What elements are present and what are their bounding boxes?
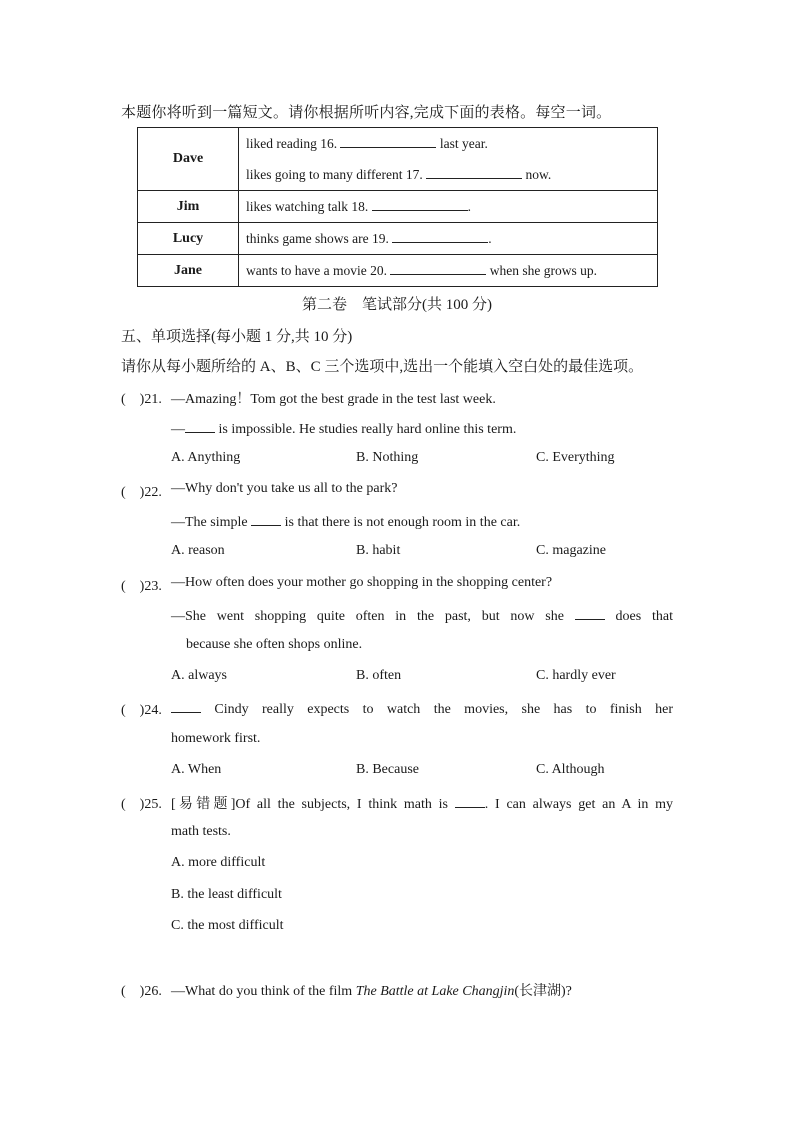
question-21-option-c: C. Everything [536,450,615,465]
question-25-stem: [易错题]Of all the subjects, I think math is . I can always get an A in my [171,793,673,813]
answer-blank-19[interactable] [392,229,488,243]
question-24-stem-continued: homework first. [171,731,261,746]
row-name-jane: Jane [138,255,239,287]
error-prone-tag: [易错题] [171,797,236,812]
section-five-instruction: 请你从每小题所给的 A、B、C 三个选项中,选出一个能填入空白处的最佳选项。 [121,359,644,375]
table-row [138,223,658,255]
question-24-stem: Cindy really expects to watch the movies, she has to finish her [171,699,673,718]
question-21-option-a: A. Anything [171,450,241,465]
row-name-lucy: Lucy [138,223,239,255]
row-name-jim: Jim [138,191,239,223]
answer-blank-18[interactable] [372,197,468,211]
question-23-option-c: C. hardly ever [536,668,616,683]
question-26-number: ( )26. [121,984,162,999]
question-24-option-c: C. Although [536,762,605,777]
question-23-option-b: B. often [356,668,402,683]
answer-blank-16[interactable] [340,134,436,148]
question-21-number: ( )21. [121,392,162,407]
answer-blank-25[interactable] [455,794,485,808]
row-content-jane: wants to have a movie 20. when she grows up. [239,255,658,287]
question-23-stem: —How often does your mother go shopping in the shopping center? [171,575,553,590]
row-content-lucy: thinks game shows are 19. . [239,223,658,255]
listening-instruction: 本题你将听到一篇短文。请你根据所听内容,完成下面的表格。每空一词。 [121,105,612,121]
row-line: liked reading 16. last year. [246,136,488,151]
question-22-response: —The simple is that there is not enough room in the car. [171,512,520,531]
question-22-stem: —Why don't you take us all to the park? [171,481,398,496]
question-23-option-a: A. always [171,668,227,683]
table-row [138,191,658,223]
question-23-number: ( )23. [121,579,162,594]
answer-blank-22[interactable] [251,512,281,526]
question-24-option-b: B. Because [356,762,419,777]
question-21-stem: —Amazing！Tom got the best grade in the test last week. [171,392,496,407]
listening-table [137,127,658,287]
question-21-option-b: B. Nothing [356,450,419,465]
question-25-option-a: A. more difficult [171,855,266,870]
film-title: The Battle at Lake Changjin [355,984,515,999]
row-content-jim: likes watching talk 18. . [239,191,658,223]
answer-blank-20[interactable] [390,261,486,275]
question-25-stem-continued: math tests. [171,824,231,839]
section-five-title: 五、单项选择(每小题 1 分,共 10 分) [121,329,353,345]
question-22-number: ( )22. [121,485,162,500]
question-23-response: —She went shopping quite often in the past, but now she does that [171,606,673,625]
row-name-dave: Dave [138,128,239,191]
question-26-stem: —What do you think of the film The Battle at Lake Changjin(长津湖)? [171,984,572,999]
answer-blank-24[interactable] [171,699,201,713]
row-line: likes going to many different 17. now. [246,167,552,182]
section-two-title: 第二卷 笔试部分(共 100 分) [302,297,492,313]
question-24-number: ( )24. [121,703,162,718]
question-22-option-a: A. reason [171,543,225,558]
question-25-option-c: C. the most difficult [171,918,284,933]
table-row [138,255,658,287]
answer-blank-17[interactable] [426,165,522,179]
question-21-response: — is impossible. He studies really hard online this term. [171,419,516,438]
answer-blank-23[interactable] [575,606,605,620]
row-content-dave [239,128,658,191]
question-25-number: ( )25. [121,797,162,812]
question-25-option-b: B. the least difficult [171,887,282,902]
table-row [138,128,658,191]
question-22-option-b: B. habit [356,543,401,558]
question-23-response-continued: because she often shops online. [186,637,363,652]
question-24-option-a: A. When [171,762,222,777]
answer-blank-21[interactable] [185,419,215,433]
question-22-option-c: C. magazine [536,543,606,558]
